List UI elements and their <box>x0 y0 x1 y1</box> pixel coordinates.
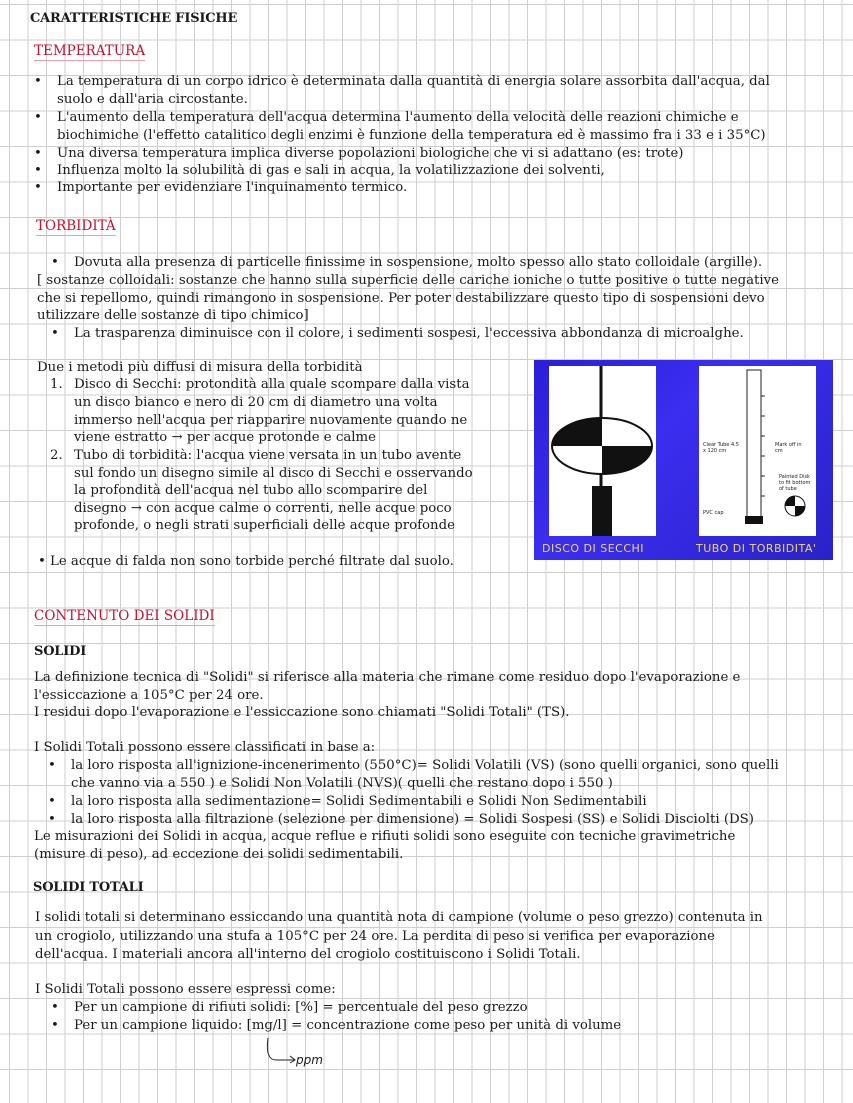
text-line: L'aumento della temperatura dell'acqua determina l'aumento della velocità delle reazioni chimiche e <box>57 110 739 125</box>
bullet <box>34 73 42 91</box>
text-line: [ sostanze colloidali: sostanze che hanno sulla superficie delle cariche ioniche o tutte positive o tutte negative <box>37 273 779 288</box>
bullet <box>51 325 59 343</box>
text-line: Le acque di falda non sono torbide perché filtrate dal suolo. <box>50 554 454 569</box>
text-line: Una diversa temperatura implica diverse popolazioni biologiche che vi si adattano (es: trote) <box>57 146 684 161</box>
heading-temperatura: TEMPERATURA <box>34 43 146 59</box>
text-line: utilizzare delle sostanze di tipo chimico] <box>37 308 309 323</box>
text-line: sul fondo un disegno simile al disco di Secchi e osservando <box>74 466 473 481</box>
heading-contenuto-solidi: CONTENUTO DEI SOLIDI <box>34 608 215 624</box>
text-line: Due i metodi più diffusi di misura della torbidità <box>37 360 363 375</box>
list-number: 1. <box>50 377 63 392</box>
text-line: suolo e dall'aria circostante. <box>57 92 248 107</box>
text-line: La trasparenza diminuisce con il colore, i sedimenti sospesi, l'eccessiva abbondanza di microalghe. <box>74 326 744 341</box>
bullet <box>34 179 42 197</box>
bullet <box>51 1017 59 1035</box>
text-line: Le misurazioni dei Solidi in acqua, acque reflue e rifiuti solidi sono eseguite con tecniche gravimetriche <box>34 829 736 844</box>
text-line: La definizione tecnica di "Solidi" si riferisce alla materia che rimane come residuo dopo l'evaporazione e <box>34 670 741 685</box>
bullet <box>34 109 42 127</box>
text-line: Influenza molto la solubilità di gas e sali in acqua, la volatilizzazione dei solventi, <box>57 163 605 178</box>
secchi-disk-figure <box>534 360 833 560</box>
text-line: Per un campione liquido: [mg/l] = concentrazione come peso per unità di volume <box>74 1018 622 1033</box>
heading-solidi-totali: SOLIDI TOTALI <box>33 880 144 895</box>
text-line: profonde, o negli strati superficiali delle acque profonde <box>74 518 456 533</box>
text-line: Disco di Secchi: protondità alla quale scompare dalla vista <box>74 377 470 392</box>
text-line: un disco bianco e nero di 20 cm di diametro una volta <box>74 395 438 410</box>
secchi-disk-panel <box>549 366 656 536</box>
text-line: la loro risposta all'ignizione-incenerimento (550°C)= Solidi Volatili (VS) (sono quelli organici, sono quelli <box>71 758 779 773</box>
text-line: la profondità dell'acqua nel tubo allo scomparire del <box>74 483 428 498</box>
bullet <box>51 999 59 1017</box>
tube-label: Clear Tube 4.5 x 120 cm <box>703 442 739 454</box>
text-line: l'essiccazione a 105°C per 24 ore. <box>34 688 264 703</box>
text-line: che vanno via a 550 ) e Solidi Non Volatili (NVS)( quelli che restano dopo i 550 ) <box>71 776 613 791</box>
text-line: un crogiolo, utilizzando una stufa a 105°C per 24 ore. La perdita di peso si verifica per evaporazione <box>35 929 715 944</box>
text-line: I solidi totali si determinano essiccando una quantità nota di campione (volume o peso grezzo) contenuta in <box>35 910 763 925</box>
caption-secchi: DISCO DI SECCHI <box>542 542 645 555</box>
bullet <box>51 254 59 272</box>
turbidity-tube-panel <box>699 366 816 536</box>
disk-label: Painted Disk to fit bottom of tube <box>779 474 811 492</box>
text-line: che si repellomo, quindi rimangono in sospensione. Per poter destabilizzare questo tipo di sospensioni devo <box>37 291 765 306</box>
text-line: Per un campione di rifiuti solidi: [%] = percentuale del peso grezzo <box>74 1000 528 1015</box>
text-line: la loro risposta alla sedimentazione= Solidi Sedimentabili e Solidi Non Sedimentabili <box>71 794 647 809</box>
page-title: CARATTERISTICHE FISICHE <box>30 11 238 26</box>
secchi-disk-icon <box>549 366 656 536</box>
bullet <box>48 793 56 811</box>
text-line: (misure di peso), ad eccezione dei solidi sedimentabili. <box>34 847 404 862</box>
list-number: 2. <box>50 448 63 463</box>
text-line: I residui dopo l'evaporazione e l'essiccazione sono chiamati "Solidi Totali" (TS). <box>34 705 570 720</box>
handwritten-note: ppm <box>296 1053 323 1067</box>
text-line: La temperatura di un corpo idrico è determinata dalla quantità di energia solare assorbita dall'acqua, dal <box>57 74 770 89</box>
cap-label: PVC cap <box>703 510 724 516</box>
bullet <box>48 811 56 829</box>
text-line: biochimiche (l'effetto catalitico degli enzimi è funzione della temperatura ed è massimo fra i 33 e i 35°C) <box>57 128 766 143</box>
caption-tube: TUBO DI TORBIDITA' <box>696 542 817 555</box>
bullet <box>48 757 56 775</box>
text-line: immerso nell'acqua per riapparire nuovamente quando ne <box>74 413 468 428</box>
bullet <box>38 553 46 571</box>
text-line: I Solidi Totali possono essere espressi come: <box>35 982 336 997</box>
text-line: Importante per evidenziare l'inquinamento termico. <box>57 180 408 195</box>
heading-torbidita: TORBIDITÀ <box>36 218 116 234</box>
text-line: viene estratto → per acque protonde e calme <box>74 430 377 445</box>
text-line: dell'acqua. I materiali ancora all'interno del crogiolo costituiscono i Solidi Totali. <box>35 947 581 962</box>
bullet <box>34 162 42 180</box>
heading-solidi: SOLIDI <box>34 644 87 659</box>
text-line: Tubo di torbidità: l'acqua viene versata in un tubo avente <box>74 448 462 463</box>
bullet <box>34 145 42 163</box>
mark-label: Mark off in cm <box>775 442 802 454</box>
text-line: disegno → con acque calme o correnti, nelle acque poco <box>74 501 452 516</box>
text-line: la loro risposta alla filtrazione (selezione per dimensione) = Solidi Sospesi (SS) e Solidi Disciolti (DS) <box>71 812 754 827</box>
text-line: Dovuta alla presenza di particelle finissime in sospensione, molto spesso allo stato colloidale (argille). <box>74 255 763 270</box>
text-line: I Solidi Totali possono essere classificati in base a: <box>34 740 376 755</box>
